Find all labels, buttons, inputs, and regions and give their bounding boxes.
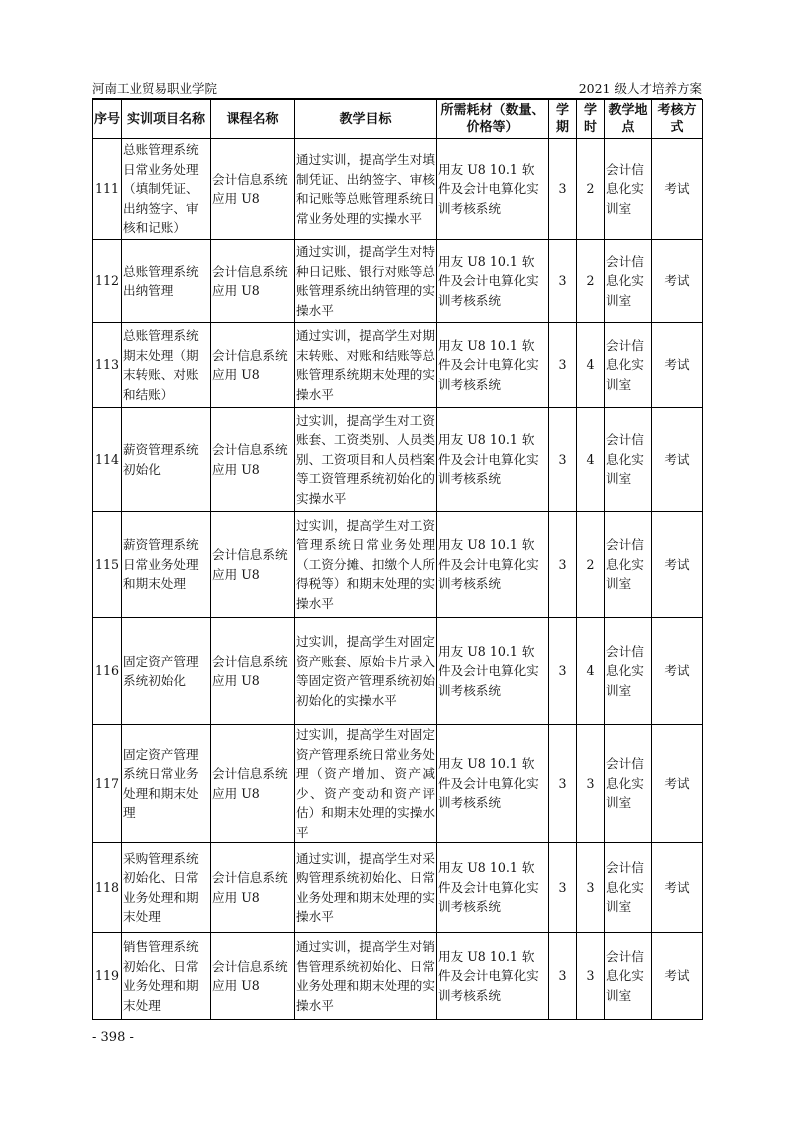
hours: 3 [577, 933, 605, 1020]
hours: 3 [577, 725, 605, 843]
course-name: 会计信息系统应用 U8 [211, 843, 295, 933]
hours: 2 [577, 240, 605, 323]
materials: 用友 U8 10.1 软件及会计电算化实训考核系统 [437, 933, 549, 1020]
project-name: 固定资产管理系统初始化 [122, 618, 211, 725]
table-row [93, 240, 703, 323]
hours: 2 [577, 512, 605, 618]
row-number: 111 [93, 139, 122, 240]
teaching-place: 会计信息化实训室 [605, 408, 652, 512]
teaching-goal: 过实训，提高学生对工资账套、工资类别、人员类别、工资项目和人员档案等工资管理系统初始化的实操水平 [295, 408, 437, 512]
col-header-goal: 教学目标 [295, 100, 437, 139]
semester: 3 [549, 725, 577, 843]
course-name: 会计信息系统应用 U8 [211, 139, 295, 240]
table-row [93, 725, 703, 843]
course-name: 会计信息系统应用 U8 [211, 618, 295, 725]
school-name: 河南工业贸易职业学院 [92, 81, 218, 96]
assessment-method: 考试 [652, 725, 703, 843]
course-name: 会计信息系统应用 U8 [211, 240, 295, 323]
col-header-hours: 学时 [577, 100, 605, 139]
semester: 3 [549, 240, 577, 323]
table-row [93, 139, 703, 240]
col-header-number: 序号 [93, 100, 122, 139]
hours: 4 [577, 323, 605, 408]
teaching-goal: 通过实训，提高学生对采购管理系统初始化、日常业务处理和期末处理的实操水平 [295, 843, 437, 933]
course-name: 会计信息系统应用 U8 [211, 408, 295, 512]
course-name: 会计信息系统应用 U8 [211, 933, 295, 1020]
assessment-method: 考试 [652, 843, 703, 933]
assessment-method: 考试 [652, 618, 703, 725]
hours: 4 [577, 618, 605, 725]
row-number: 114 [93, 408, 122, 512]
materials: 用友 U8 10.1 软件及会计电算化实训考核系统 [437, 512, 549, 618]
table-row [93, 323, 703, 408]
assessment-method: 考试 [652, 933, 703, 1020]
col-header-materials: 所需耗材（数量、价格等） [437, 100, 549, 139]
assessment-method: 考试 [652, 240, 703, 323]
teaching-place: 会计信息化实训室 [605, 933, 652, 1020]
semester: 3 [549, 512, 577, 618]
materials: 用友 U8 10.1 软件及会计电算化实训考核系统 [437, 618, 549, 725]
teaching-place: 会计信息化实训室 [605, 512, 652, 618]
course-name: 会计信息系统应用 U8 [211, 323, 295, 408]
teaching-goal: 过实训，提高学生对工资管理系统日常业务处理（工资分摊、扣缴个人所得税等）和期末处理的实操水平 [295, 512, 437, 618]
project-name: 采购管理系统初始化、日常业务处理和期末处理 [122, 843, 211, 933]
assessment-method: 考试 [652, 512, 703, 618]
materials: 用友 U8 10.1 软件及会计电算化实训考核系统 [437, 240, 549, 323]
materials: 用友 U8 10.1 软件及会计电算化实训考核系统 [437, 843, 549, 933]
project-name: 固定资产管理系统日常业务处理和期末处理 [122, 725, 211, 843]
col-header-semester: 学期 [549, 100, 577, 139]
teaching-goal: 通过实训，提高学生对期末转账、对账和结账等总账管理系统期末处理的实操水平 [295, 323, 437, 408]
row-number: 117 [93, 725, 122, 843]
teaching-goal: 过实训，提高学生对固定资产管理系统日常业务处理（资产增加、资产减少、资产变动和资产评估）和期末处理的实操水平 [295, 725, 437, 843]
project-name: 总账管理系统期末处理（期末转账、对账和结账） [122, 323, 211, 408]
teaching-place: 会计信息化实训室 [605, 618, 652, 725]
project-name: 总账管理系统出纳管理 [122, 240, 211, 323]
semester: 3 [549, 933, 577, 1020]
materials: 用友 U8 10.1 软件及会计电算化实训考核系统 [437, 139, 549, 240]
row-number: 112 [93, 240, 122, 323]
table-row [93, 843, 703, 933]
project-name: 销售管理系统初始化、日常业务处理和期末处理 [122, 933, 211, 1020]
semester: 3 [549, 139, 577, 240]
col-header-project: 实训项目名称 [122, 100, 211, 139]
row-number: 113 [93, 323, 122, 408]
assessment-method: 考试 [652, 408, 703, 512]
teaching-goal: 通过实训，提高学生对销售管理系统初始化、日常业务处理和期末处理的实操水平 [295, 933, 437, 1020]
project-name: 薪资管理系统日常业务处理和期末处理 [122, 512, 211, 618]
course-name: 会计信息系统应用 U8 [211, 725, 295, 843]
table-row [93, 408, 703, 512]
row-number: 119 [93, 933, 122, 1020]
teaching-place: 会计信息化实训室 [605, 323, 652, 408]
teaching-goal: 通过实训，提高学生对特种日记账、银行对账等总账管理系统出纳管理的实操水平 [295, 240, 437, 323]
assessment-method: 考试 [652, 323, 703, 408]
teaching-goal: 过实训，提高学生对固定资产账套、原始卡片录入等固定资产管理系统初始初始化的实操水平 [295, 618, 437, 725]
col-header-course: 课程名称 [211, 100, 295, 139]
teaching-place: 会计信息化实训室 [605, 843, 652, 933]
page-header [92, 78, 702, 99]
teaching-place: 会计信息化实训室 [605, 725, 652, 843]
materials: 用友 U8 10.1 软件及会计电算化实训考核系统 [437, 725, 549, 843]
plan-title: 2021 级人才培养方案 [578, 81, 702, 96]
project-name: 薪资管理系统初始化 [122, 408, 211, 512]
row-number: 118 [93, 843, 122, 933]
col-header-assessment: 考核方式 [652, 100, 703, 139]
assessment-method: 考试 [652, 139, 703, 240]
col-header-place: 教学地点 [605, 100, 652, 139]
table-row [93, 618, 703, 725]
semester: 3 [549, 323, 577, 408]
semester: 3 [549, 408, 577, 512]
page-number: - 398 - [92, 1030, 134, 1045]
materials: 用友 U8 10.1 软件及会计电算化实训考核系统 [437, 323, 549, 408]
hours: 4 [577, 408, 605, 512]
semester: 3 [549, 618, 577, 725]
table-header-row [93, 100, 703, 139]
training-projects-table [92, 99, 703, 1020]
hours: 2 [577, 139, 605, 240]
materials: 用友 U8 10.1 软件及会计电算化实训考核系统 [437, 408, 549, 512]
row-number: 115 [93, 512, 122, 618]
course-name: 会计信息系统应用 U8 [211, 512, 295, 618]
teaching-place: 会计信息化实训室 [605, 240, 652, 323]
teaching-place: 会计信息化实训室 [605, 139, 652, 240]
row-number: 116 [93, 618, 122, 725]
teaching-goal: 通过实训，提高学生对填制凭证、出纳签字、审核和记账等总账管理系统日常业务处理的实操水平 [295, 139, 437, 240]
semester: 3 [549, 843, 577, 933]
project-name: 总账管理系统日常业务处理（填制凭证、出纳签字、审核和记账） [122, 139, 211, 240]
table-row [93, 512, 703, 618]
table-row [93, 933, 703, 1020]
hours: 3 [577, 843, 605, 933]
